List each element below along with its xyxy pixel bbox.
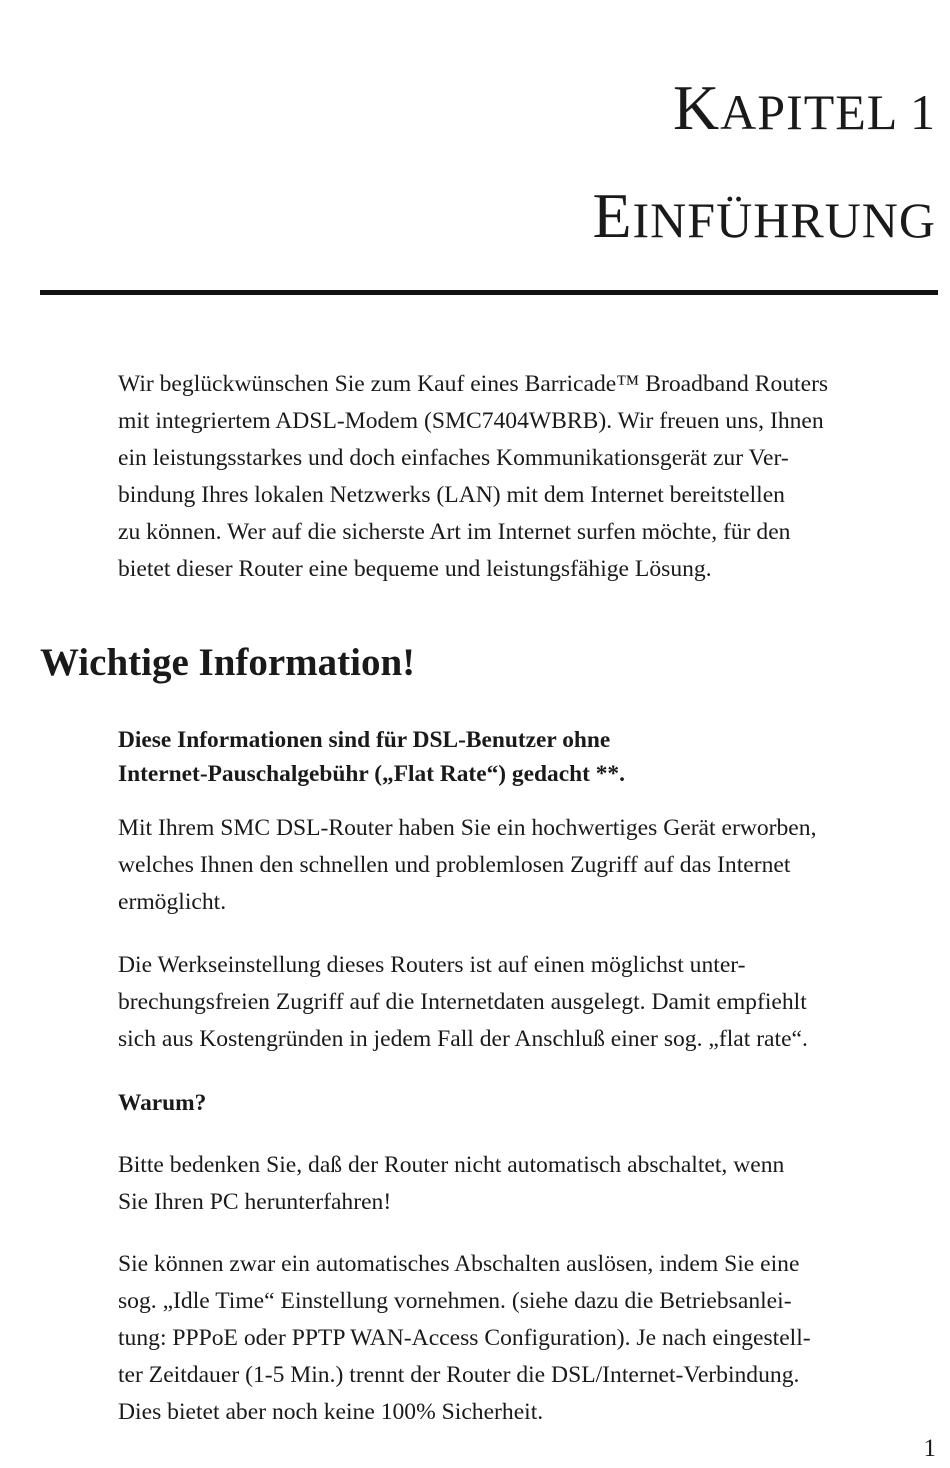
intro-line: ein leistungsstarkes und doch einfaches Kommunikationsgerät zur Ver- <box>118 445 789 471</box>
paragraph-line: welches Ihnen den schnellen und problemlosen Zugriff auf das Internet <box>118 852 791 878</box>
paragraph-line: brechungsfreien Zugriff auf die Internetdaten ausgelegt. Damit empfiehlt <box>118 989 807 1015</box>
chapter-label-initial: K <box>672 72 721 143</box>
chapter-title-rest: INFÜHRUNG <box>632 192 936 248</box>
paragraph-line: tung: PPPoE oder PPTP WAN-Access Configuration). Je nach eingestell- <box>118 1325 811 1351</box>
paragraph-line: Sie können zwar ein automatisches Abschalten auslösen, indem Sie eine <box>118 1251 800 1277</box>
intro-line: bindung Ihres lokalen Netzwerks (LAN) mit dem Internet bereitstellen <box>118 482 785 508</box>
paragraph-line: ter Zeitdauer (1-5 Min.) trennt der Router die DSL/Internet-Verbindung. <box>118 1362 800 1388</box>
intro-line: bietet dieser Router eine bequeme und leistungsfähige Lösung. <box>118 556 712 582</box>
intro-line: Wir beglückwünschen Sie zum Kauf eines Barricade™ Broadband Routers <box>118 371 829 397</box>
subheading-line: Internet-Pauschalgebühr („Flat Rate“) gedacht **. <box>118 761 625 787</box>
section-subheading <box>118 723 940 791</box>
chapter-divider <box>40 290 938 295</box>
chapter-title-initial: E <box>592 180 633 251</box>
paragraph-line: ermöglicht. <box>118 889 227 915</box>
paragraph-line: Bitte bedenken Sie, daß der Router nicht automatisch abschaltet, wenn <box>118 1152 785 1178</box>
intro-paragraph <box>118 366 940 588</box>
section-heading: Wichtige Information! <box>40 641 416 684</box>
chapter-label-rest: APITEL 1 <box>720 84 936 140</box>
paragraph-line: Die Werkseinstellung dieses Routers ist auf einen möglichst unter- <box>118 952 746 978</box>
paragraph-factory-settings <box>118 947 940 1058</box>
intro-line: mit integriertem ADSL-Modem (SMC7404WBRB). Wir freuen uns, Ihnen <box>118 408 824 434</box>
paragraph-line: Dies bietet aber noch keine 100% Sicherheit. <box>118 1399 544 1425</box>
paragraph-line: Sie Ihren PC herunterfahren! <box>118 1189 392 1215</box>
paragraph-line: sog. „Idle Time“ Einstellung vornehmen. (siehe dazu die Betriebsanlei- <box>118 1288 792 1314</box>
paragraph-idle-time <box>118 1246 940 1431</box>
intro-line: zu können. Wer auf die sicherste Art im Internet surfen möchte, für den <box>118 519 791 545</box>
chapter-title <box>592 180 936 251</box>
paragraph-no-auto-shutdown <box>118 1147 940 1221</box>
why-label-text: Warum? <box>118 1090 207 1116</box>
chapter-label <box>672 72 936 143</box>
page-number: 1 <box>923 1435 936 1462</box>
paragraph-line: Mit Ihrem SMC DSL-Router haben Sie ein hochwertiges Gerät erworben, <box>118 815 817 841</box>
paragraph-line: sich aus Kostengründen in jedem Fall der Anschluß einer sog. „flat rate“. <box>118 1026 808 1052</box>
paragraph-router-benefits <box>118 810 940 921</box>
why-label <box>118 1086 940 1120</box>
subheading-line: Diese Informationen sind für DSL-Benutzer ohne <box>118 727 611 753</box>
